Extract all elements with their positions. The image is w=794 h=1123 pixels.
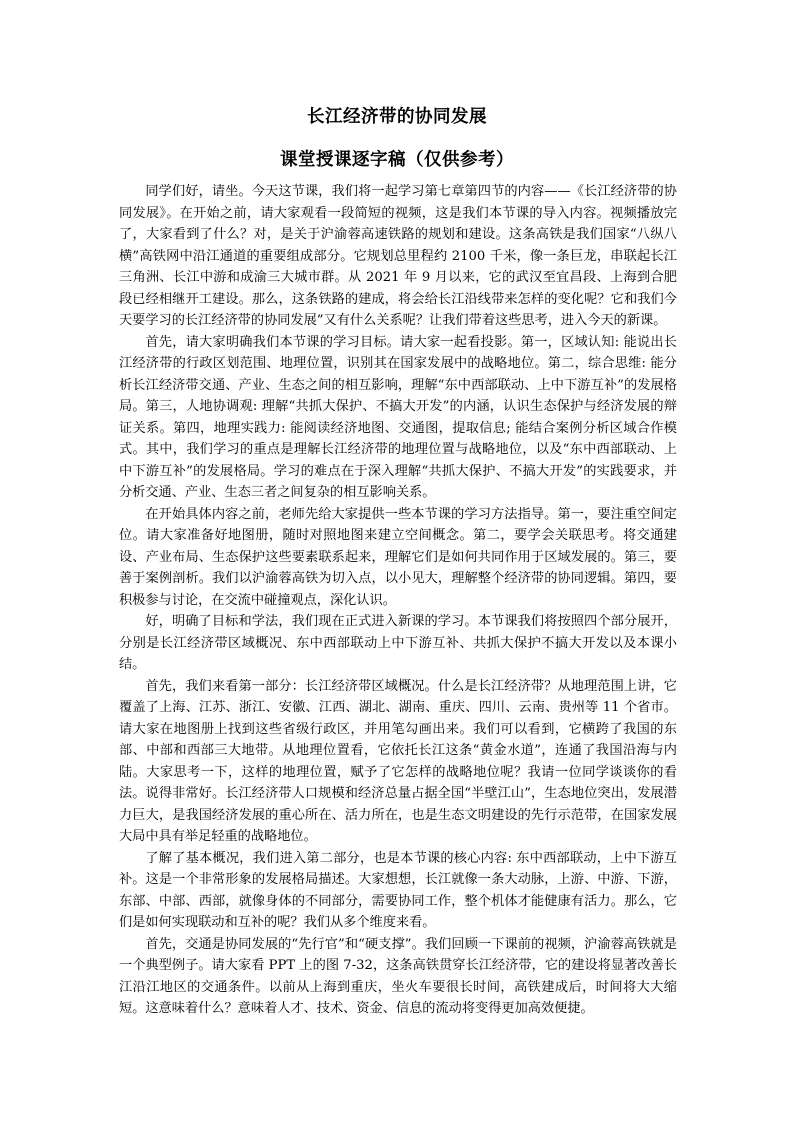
document-subtitle: 课堂授课逐字稿（仅供参考） — [280, 150, 514, 170]
paragraph-4: 好，明确了目标和学法，我们现在正式进入新课的学习。本节课我们将按照四个部分展开，分别是长江经济带区域概况、东中西部联动上中下游互补、共抓大保护不搞大开发以及本课小结。 — [119, 614, 677, 672]
paragraph-3: 在开始具体内容之前，老师先给大家提供一些本节课的学习方法指导。第一，要注重空间定位。请大家准备好地图册，随时对照地图来建立空间概念。第二，要学会关联思考。将交通建设、产业布局、生态保护这些要素联系起来，理解它们是如何共同作用于区域发展的。第三，要善于案例剖析。我们以沪渝蓉高铁为切入点，以小见大，理解整个经济带的协同逻辑。第四，要积极参与讨论，在交流中碰撞观点，深化认识。 — [119, 506, 677, 608]
document-body — [119, 181, 677, 1020]
paragraph-7: 首先，交通是协同发展的“先行官”和“硬支撑”。我们回顾一下课前的视频，沪渝蓉高铁就是一个典型例子。请大家看 PPT 上的图 7-32，这条高铁贯穿长江经济带，它的建设将显著改善长江沿江地区的交通条件。以前从上海到重庆，坐火车要很长时间，高铁建成后，时间将大大缩短。这意味着什么？意味着人才、技术、资金、信息的流动将变得更加高效便捷。 — [119, 936, 677, 1016]
paragraph-6: 了解了基本概况，我们进入第二部分，也是本节课的核心内容: 东中西部联动，上中下游互补。这是一个非常形象的发展格局描述。大家想想，长江就像一条大动脉，上游、中游、下游，东部、中部、西部，就像身体的不同部分，需要协同工作，整个机体才能健康有活力。那么，它们是如何实现联动和互补的呢？我们从多个维度来看。 — [119, 850, 677, 930]
paragraph-5: 首先，我们来看第一部分：长江经济带区域概况。什么是长江经济带？从地理范围上讲，它覆盖了上海、江苏、浙江、安徽、江西、湖北、湖南、重庆、四川、云南、贵州等 11 个省市。请大家在地图册上找到这些省级行政区，并用笔勾画出来。我们可以看到，它横跨了我国的东部、中部和西部三大地带。从地理位置看，它依托长江这条“黄金水道”，连通了我国沿海与内陆。大家思考一下，这样的地理位置，赋予了它怎样的战略地位呢？我请一位同学谈谈你的看法。说得非常好。长江经济带人口规模和经济总量占据全国“半壁江山”，生态地位突出，发展潜力巨大，是我国经济发展的重心所在、活力所在，也是生态文明建设的先行示范带，在国家发展大局中具有举足轻重的战略地位。 — [119, 678, 677, 844]
paragraph-2: 首先，请大家明确我们本节课的学习目标。请大家一起看投影。第一，区域认知: 能说出长江经济带的行政区划范围、地理位置，识别其在国家发展中的战略地位。第二，综合思维: 能分析长江经济带交通、产业、生态之间的相互影响，理解“东中西部联动、上中下游互补”的发展格局。第三，人地协调观: 理解“共抓大保护、不搞大开发”的内涵，认识生态保护与经济发展的辩证关系。第四，地理实践力: 能阅读经济地图、交通图，提取信息; 能结合案例分析区域合作模式。其中，我们学习的重点是理解长江经济带的地理位置与战略地位，以及“东中西部联动、上中下游互补”的发展格局。学习的难点在于深入理解“共抓大保护、不搞大开发”的实践要求，并分析交通、产业、生态三者之间复杂的相互影响关系。 — [119, 334, 677, 500]
paragraph-1: 同学们好，请坐。今天这节课，我们将一起学习第七章第四节的内容——《长江经济带的协同发展》。在开始之前，请大家观看一段简短的视频，这是我们本节课的导入内容。视频播放完了，大家看到了什么？对，是关于沪渝蓉高速铁路的规划和建设。这条高铁是我们国家“八纵八横”高铁网中沿江通道的重要组成部分。它规划总里程约 2100 千米，像一条巨龙，串联起长江三角洲、长江中游和成渝三大城市群。从 2021 年 9 月以来，它的武汉至宜昌段、上海到合肥段已经相继开工建设。那么，这条铁路的建成，将会给长江沿线带来怎样的变化呢？它和我们今天要学习的长江经济带的协同发展”又有什么关系呢？让我们带着这些思考，进入今天的新课。 — [119, 184, 677, 328]
document-title: 长江经济带的协同发展 — [307, 107, 487, 127]
